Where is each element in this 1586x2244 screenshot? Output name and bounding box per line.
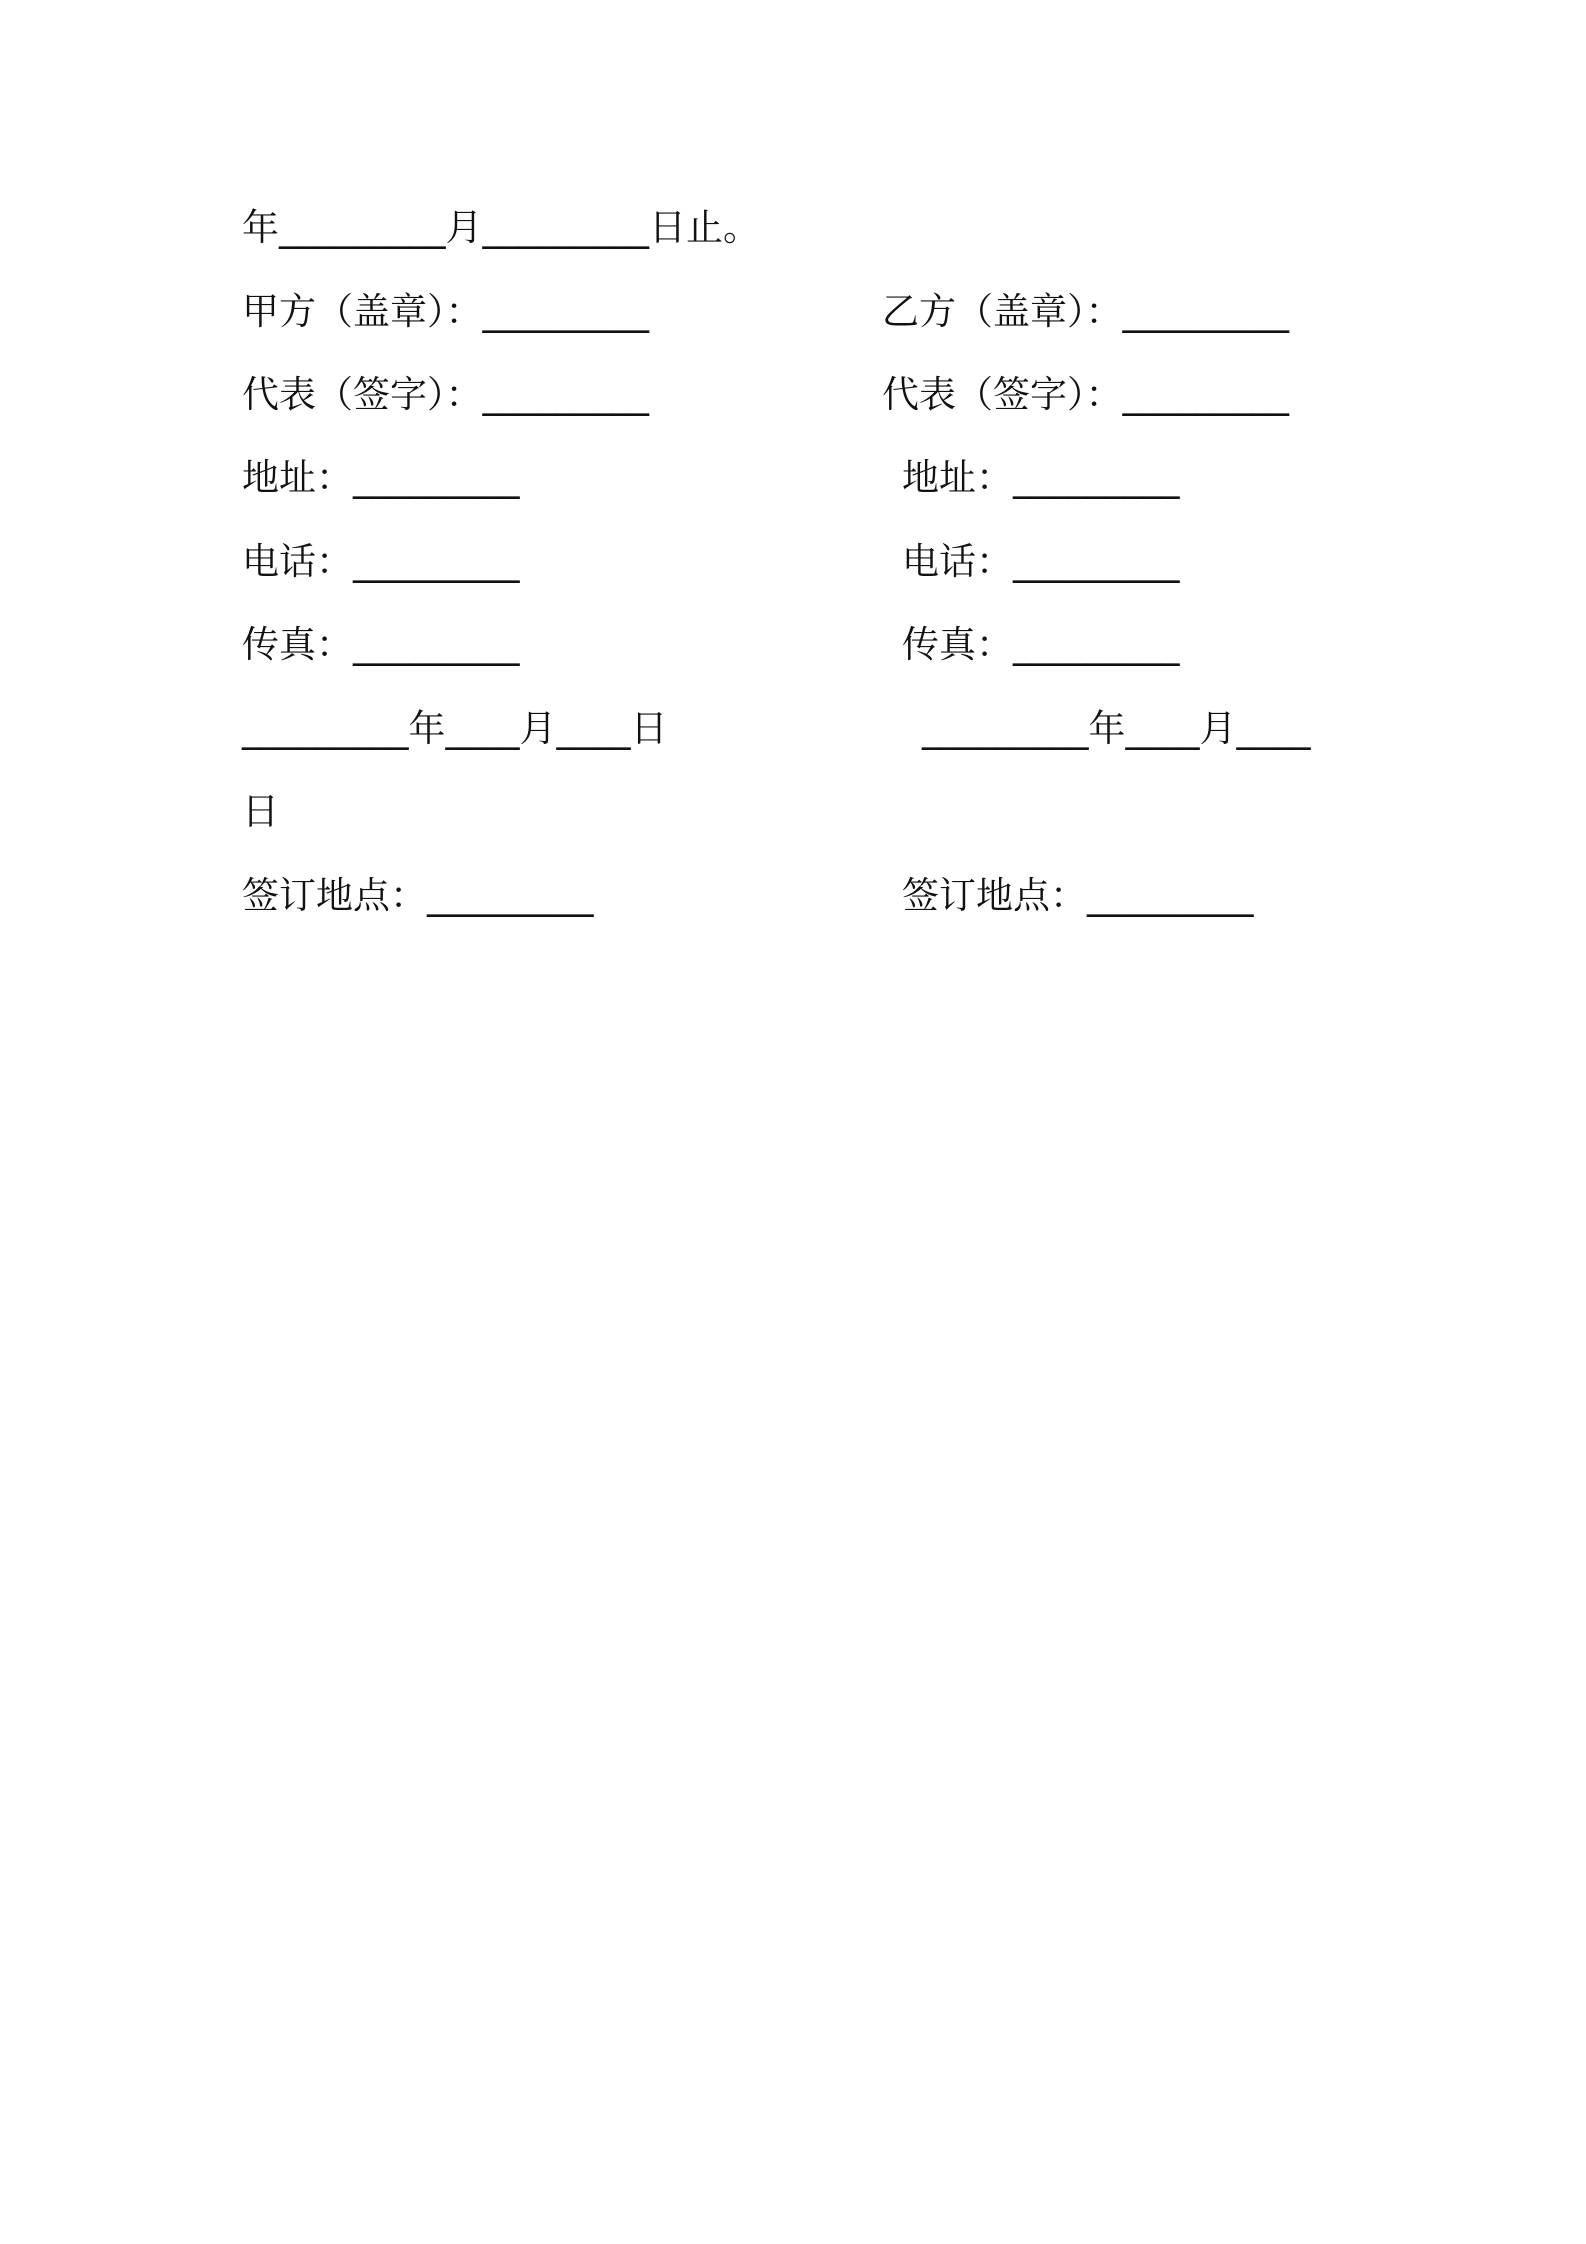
party-b-address-line: 地址：_________	[902, 456, 1180, 499]
party-b-date-line: _________年____月____	[922, 707, 1311, 750]
party-a-signing-place-line: 签订地点：_________	[242, 874, 594, 917]
party-b-fax-line: 传真：_________	[902, 623, 1180, 666]
party-b-representative-line: 代表（签字）：_________	[882, 373, 1289, 416]
party-b-phone-line: 电话：_________	[902, 540, 1180, 583]
party-b-date-wrap: 日	[242, 790, 279, 833]
party-a-address-line: 地址：_________	[242, 456, 520, 499]
party-a-fax-line: 传真：_________	[242, 623, 520, 666]
party-a-phone-line: 电话：_________	[242, 540, 520, 583]
party-a-date-line: _________年____月____日	[242, 707, 668, 750]
party-a-seal-line: 甲方（盖章）：_________	[242, 290, 649, 333]
contract-term-end-date: 年_________月_________日止。	[242, 206, 760, 249]
party-a-representative-line: 代表（签字）：_________	[242, 373, 649, 416]
party-b-seal-line: 乙方（盖章）：_________	[882, 290, 1289, 333]
party-b-signing-place-line: 签订地点：_________	[902, 874, 1254, 917]
